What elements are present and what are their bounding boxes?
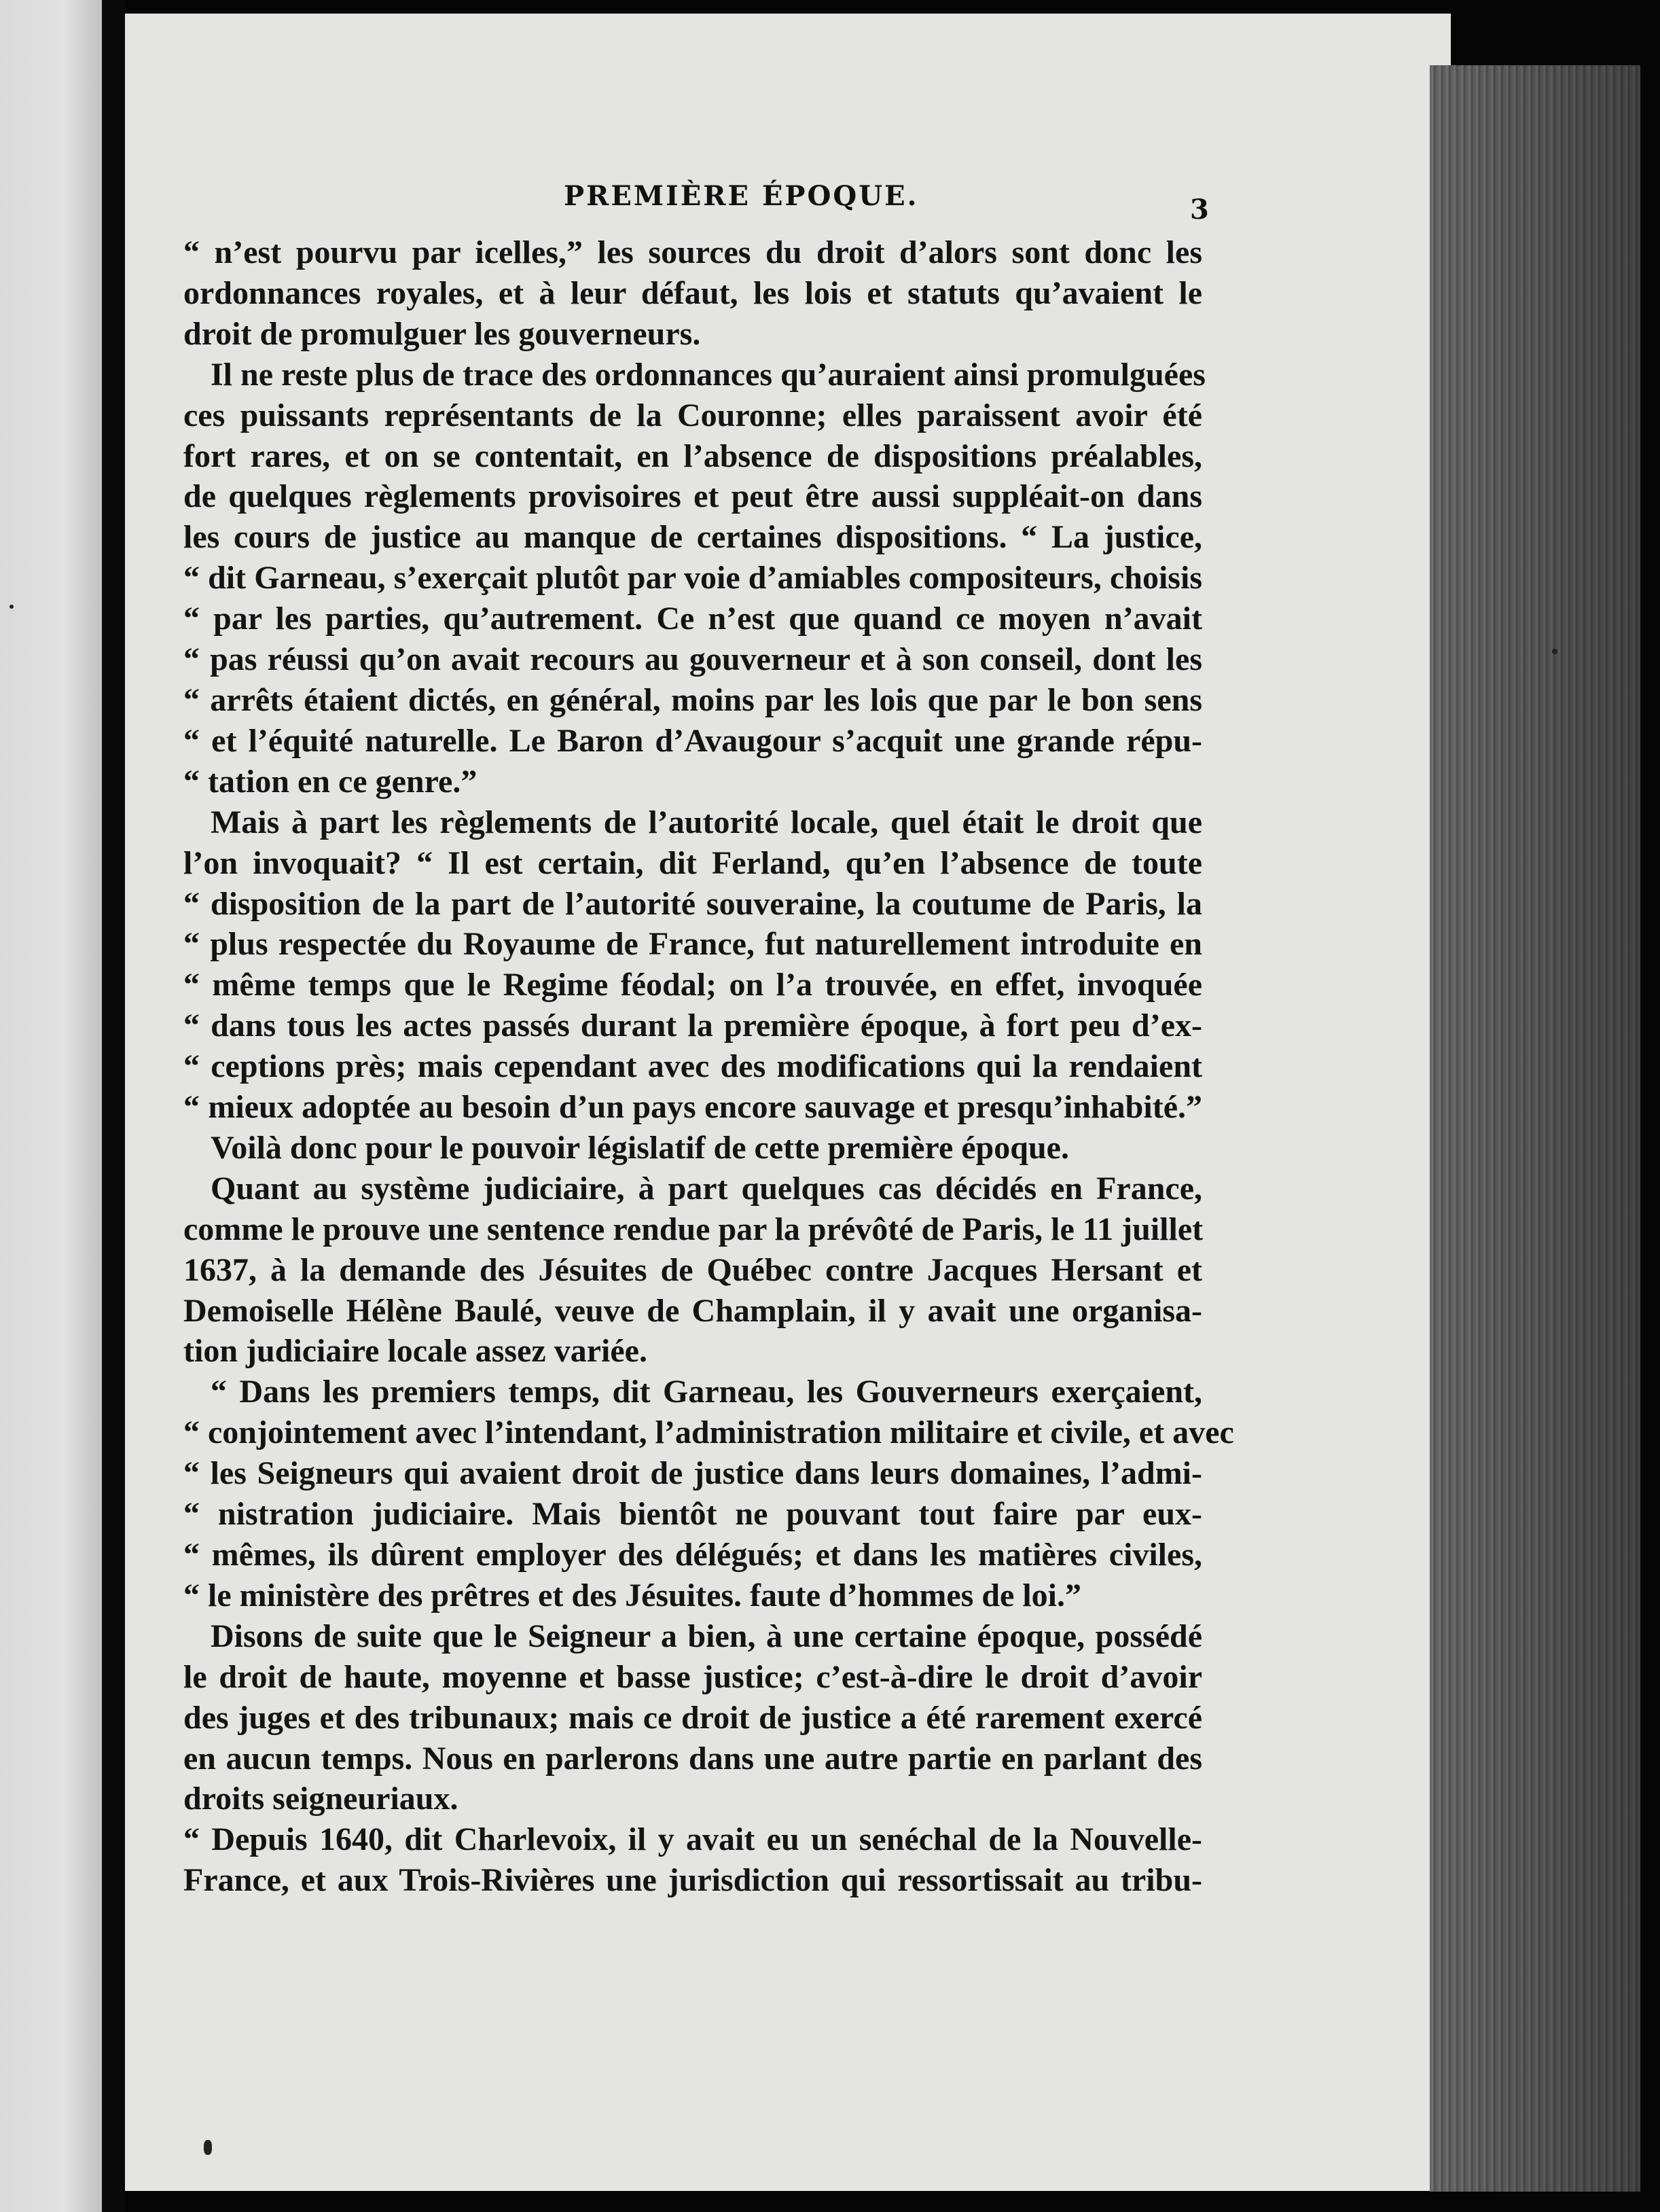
text-line: tion judiciaire locale assez variée.: [183, 1333, 647, 1370]
body-text: [183, 232, 1234, 1901]
text-line: “ par les parties, qu’autrement. Ce n’est que quand ce moyen n’avait: [183, 601, 1202, 637]
text-line: 1637, à la demande des Jésuites de Québec contre Jacques Hersant et: [183, 1251, 1202, 1288]
text-line: “ mêmes, ils dûrent employer des délégués; et dans les matières civiles,: [183, 1537, 1202, 1573]
page-block-shadow: [1430, 65, 1640, 2192]
text-line: les cours de justice au manque de certaines dispositions. “ La justice,: [183, 519, 1202, 556]
text-line: “ Dans les premiers temps, dit Garneau, les Gouverneurs exerçaient,: [211, 1374, 1202, 1410]
text-line: Il ne reste plus de trace des ordonnances qu’auraient ainsi promulguées: [211, 356, 1206, 393]
text-line: “ dit Garneau, s’exerçait plutôt par voie d’amiables compositeurs, choisis: [183, 560, 1202, 596]
text-line: de quelques règlements provisoires et peut être aussi suppléait-on dans: [183, 478, 1202, 515]
text-line: “ tation en ce genre.”: [183, 763, 477, 800]
text-line: “ disposition de la part de l’autorité souveraine, la coutume de Paris, la: [183, 885, 1202, 922]
text-line: Mais à part les règlements de l’autorité locale, quel était le droit que: [211, 804, 1202, 840]
text-line: l’on invoquait? “ Il est certain, dit Ferland, qu’en l’absence de toute: [183, 844, 1202, 881]
text-line: “ dans tous les actes passés durant la première époque, à fort peu d’ex-: [183, 1007, 1202, 1044]
text-line: droit de promulguer les gouverneurs.: [183, 315, 701, 352]
text-line: “ pas réussi qu’on avait recours au gouverneur et à son conseil, dont les: [183, 641, 1202, 678]
text-line: “ les Seigneurs qui avaient droit de justice dans leurs domaines, l’admi-: [183, 1455, 1202, 1492]
page-number: 3: [1190, 194, 1209, 226]
text-line: des juges et des tribunaux; mais ce droit de justice a été rarement exercé: [183, 1699, 1202, 1736]
text-line: en aucun temps. Nous en parlerons dans une autre partie en parlant des: [183, 1740, 1202, 1777]
text-line: “ Depuis 1640, dit Charlevoix, il y avait eu un senéchal de la Nouvelle-: [183, 1821, 1202, 1858]
running-head: PREMIÈRE ÉPOQUE.: [564, 180, 919, 212]
text-line: “ même temps que le Regime féodal; on l’a trouvée, en effet, invoquée: [183, 967, 1202, 1003]
book-gutter: [102, 0, 125, 2212]
text-line: comme le prouve une sentence rendue par la prévôté de Paris, le 11 juillet: [183, 1211, 1204, 1247]
text-line: France, et aux Trois-Rivières une jurisdiction qui ressortissait au tribu-: [183, 1862, 1202, 1899]
text-line: “ conjointement avec l’intendant, l’administration militaire et civile, et avec: [183, 1414, 1234, 1451]
text-line: fort rares, et on se contentait, en l’absence de dispositions préalables,: [183, 438, 1202, 474]
text-line: “ ceptions près; mais cependant avec des modifications qui la rendaient: [183, 1048, 1202, 1085]
text-line: Demoiselle Hélène Baulé, veuve de Champlain, il y avait une organisa-: [183, 1292, 1202, 1329]
ink-speck: [10, 605, 14, 609]
ink-speck: [204, 2140, 212, 2155]
text-line: le droit de haute, moyenne et basse justice; c’est-à-dire le droit d’avoir: [183, 1658, 1202, 1695]
text-line: “ le ministère des prêtres et des Jésuites. faute d’hommes de loi.”: [183, 1577, 1082, 1613]
text-line: “ arrêts étaient dictés, en général, moins par les lois que par le bon sens: [183, 681, 1202, 718]
text-line: “ nistration judiciaire. Mais bientôt ne pouvant tout faire par eux-: [183, 1496, 1202, 1533]
text-line: Disons de suite que le Seigneur a bien, à une certaine époque, possédé: [211, 1618, 1202, 1654]
text-line: Voilà donc pour le pouvoir législatif de cette première époque.: [211, 1129, 1069, 1166]
text-line: “ n’est pourvu par icelles,” les sources du droit d’alors sont donc les: [183, 234, 1202, 270]
text-line: “ et l’équité naturelle. Le Baron d’Avaugour s’acquit une grande répu-: [183, 722, 1202, 759]
facing-page-edge: [0, 0, 107, 2212]
ink-speck: [1552, 649, 1557, 654]
text-line: “ plus respectée du Royaume de France, fut naturellement introduite en: [183, 926, 1202, 963]
text-line: Quant au système judiciaire, à part quelques cas décidés en France,: [211, 1170, 1202, 1207]
text-line: ordonnances royales, et à leur défaut, les lois et statuts qu’avaient le: [183, 274, 1202, 311]
text-line: droits seigneuriaux.: [183, 1781, 458, 1817]
text-line: ces puissants représentants de la Couronne; elles paraissent avoir été: [183, 397, 1202, 433]
text-line: “ mieux adoptée au besoin d’un pays encore sauvage et presqu’inhabité.”: [183, 1089, 1202, 1126]
